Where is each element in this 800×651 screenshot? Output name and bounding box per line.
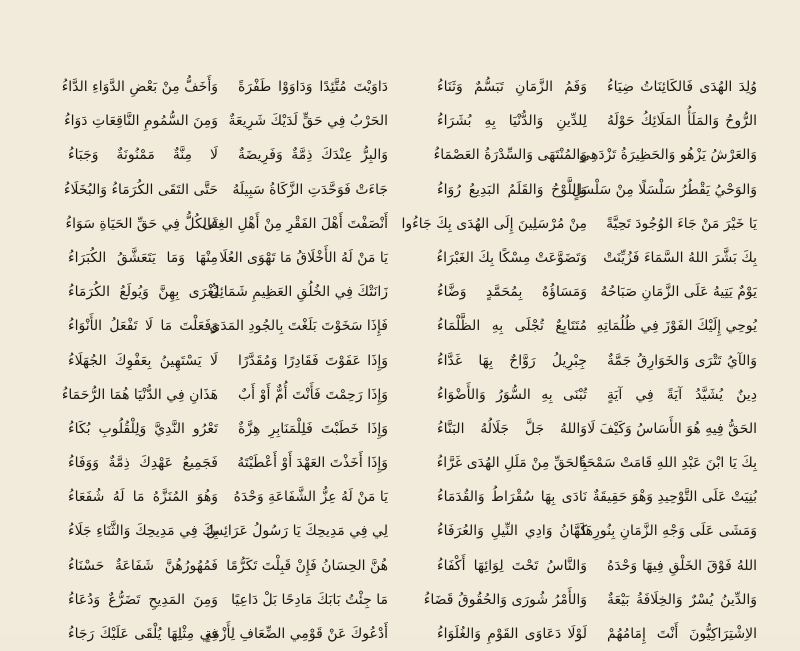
hemistich: دِينٌ يُشَيَّدُ آيَةً فِي آيَةٍ: [607, 386, 757, 403]
hemistich: فَإِذَا سَخَوْتَ بَلَغْتَ بِالجُودِ المَدَى: [209, 318, 388, 335]
hemistich: وَفَمُ الزَّمَانِ تَبَسُّمٌ وَثَنَاءُ: [437, 79, 587, 95]
hemistich: وَمَسَاؤُهُ بِمُحَمَّدٍ وَضَّاءُ: [437, 284, 587, 301]
hemistich: لِلدِّينِ وَالدُّنْيَا بِهِ بُشَرَاءُ: [437, 113, 587, 130]
hemistich: لَوْلَا دَعَاوَى القَوْمِ وَالغُلَوَاءُ: [437, 626, 587, 642]
hemistich: أَدْعُوكَ عَنْ قَوْمِي الضِّعَافِ لِأَزْمَةٍ: [204, 626, 388, 642]
hemistich: فِي مِثْلِهَا يُلْقَى عَلَيْكَ رَجَاءُ: [68, 626, 218, 642]
poem-column-3: [202, 70, 388, 651]
hemistich: وَمِنَ السُّمُومِ النَّاقِعَاتِ دَوَاءُ: [64, 113, 218, 130]
hemistich: بِكَ يَا ابْنَ عَبْدِ اللهِ قَامَتْ سَمْحَةٌ: [579, 455, 757, 472]
hemistich: يَا مَنْ لَهُ عِزُّ الشَّفَاعَةِ وَحْدَهُ: [233, 489, 388, 506]
hemistich: وَفَعَلْتَ مَا لَا تَفْعَلُ الأَنْوَاءُ: [68, 318, 218, 335]
hemistich: جَاءَتْ فَوَحَّدَتِ الزَّكَاةُ سَبِيلَهُ: [232, 181, 388, 198]
hemistich: الاِشْتِرَاكِيُّونَ أَنْتَ إِمَامُهُمْ: [607, 626, 757, 642]
hemistich: هَذَانِ فِي الدُّنْيَا هُمَا الرُّحَمَاءُ: [61, 386, 218, 403]
hemistich: تَعْرُو النَّدِيَّ وَلِلْقُلُوبِ بُكَاءُ: [68, 420, 218, 437]
hemistich: وَالنَّاسُ تَحْتَ لِوَائِهَا أَكْفَاءُ: [437, 557, 587, 574]
hemistich: وَاللَّوْحُ وَالقَلَمُ البَدِيعُ رُوَاءُ: [437, 181, 587, 198]
hemistich: يَا خَيْرَ مَنْ جَاءَ الوُجُودَ تَحِيَّةً: [606, 215, 757, 232]
hemistich: الحَرْبُ فِي حَقٍّ لَدَيْكَ شَرِيعَةٌ: [228, 113, 388, 130]
hemistich: وَمَشَى عَلَى وَجْهِ الزَّمَانِ بِنُورِهَا: [581, 523, 757, 540]
hemistich: وَهُوَ المُنَزَّهُ مَا لَهُ شُفَعَاءُ: [68, 489, 218, 506]
hemistich: لَا يَسْتَهِينُ بِعَفْوِكَ الجُهَلَاءُ: [68, 352, 218, 369]
hemistich: بِكَ بَشَّرَ اللهُ السَّمَاءَ فَزُيِّنَتْ: [603, 249, 757, 266]
hemistich: مُتَتَابِعٌ تُجْلَى بِهِ الظَّلْمَاءُ: [437, 318, 587, 335]
hemistich: الرُّوحُ وَالمَلَأُ المَلَائِكُ حَوْلَهُ: [607, 113, 757, 130]
hemistich: وَالمُنْتَهَى وَالسِّدْرَةُ العَصْمَاءُ: [433, 147, 587, 164]
hemistich: هُنَّ الحِسَانُ فَإِنْ قَبِلْتَ تَكَرُّمًا: [226, 557, 388, 574]
hemistich: تُبْنَى بِهِ السُّوَرُ وَالأَضْوَاءُ: [437, 386, 587, 403]
hemistich: وَمِنَ المَدِيحِ تَضَرُّعٌ وَدُعَاءُ: [68, 591, 218, 608]
hemistich: حَتَّى التَقَى الكُرَمَاءُ وَالبُخَلَاءُ: [63, 181, 218, 198]
hemistich: وَإِذَا رَحِمْتَ فَأَنْتَ أُمٌّ أَوْ أَبٌ: [238, 386, 388, 403]
hemistich: مِنْ مُرْسَلِينَ إِلَى الهُدَى بِكَ جَاءُوا: [401, 215, 587, 232]
hemistich: وَأَخَفُّ مِنْ بَعْضِ الدَّوَاءِ الدَّاءُ: [61, 79, 218, 95]
hemistich: وَإِذَا خَطَبْتَ فَلِلْمَنَابِرِ هِزَّةٌ: [238, 420, 388, 437]
hemistich: فَمُهُورُهُنَّ شَفَاعَةٌ حَسْنَاءُ: [68, 557, 218, 574]
hemistich: يُوحِي إِلَيْكَ الفَوْزَ فِي ظُلُمَاتِهِ: [596, 318, 757, 335]
hemistich: وَإِذَا عَفَوْتَ فَقَادِرًا وَمُقَدَّرًا: [238, 352, 388, 369]
hemistich: وَتَضَوَّعَتْ مِسْكًا بِكَ الغَبْرَاءُ: [436, 249, 587, 266]
hemistich: مِنْهَا وَمَا يَتَعَشَّقُ الكُبَرَاءُ: [68, 249, 218, 266]
hemistich: يَوْمٌ يَتِيهُ عَلَى الزَّمَانِ صَبَاحُهُ: [600, 284, 757, 301]
hemistich: دَاوَيْتَ مُتَّئِدًا وَدَاوَوْا طَفْرَةً: [238, 79, 388, 95]
hemistich: وَالبِرُّ عِنْدَكَ ذِمَّةٌ وَفَرِيضَةٌ: [238, 147, 388, 164]
hemistich: زَانَتْكَ فِي الخُلُقِ العَظِيمِ شَمَائِلٌ: [209, 284, 388, 301]
hemistich: بِالحَقِّ مِنْ مَلَلِ الهُدَى غَرَّاءُ: [436, 455, 587, 472]
hemistich: وَالدِّينُ يُسْرٌ وَالخِلَافَةُ بَيْعَةٌ: [607, 591, 757, 608]
hemistich: جِبْرِيلُ رَوَّاحٌ بِهَا غَدَّاءُ: [437, 352, 587, 369]
hemistich: الحَقُّ فِيهِ هُوَ الأَسَاسُ وَكَيْفَ لَا: [587, 420, 757, 437]
hemistich: وَالوَحْيُ يَقْطُرُ سَلْسَلًا مِنْ سَلْسَلٍ: [571, 181, 757, 198]
poem-column-1: [571, 70, 757, 651]
hemistich: فَجَمِيعُ عَهْدِكَ ذِمَّةٌ وَوَفَاءُ: [68, 455, 218, 472]
hemistich: وَالآيُ تَتْرَى وَالخَوَارِقُ جَمَّةٌ: [607, 352, 757, 369]
hemistich: لَا مِنَّةٌ مَمْنُونَةٌ وَجَبَاءُ: [68, 147, 218, 164]
poem-column-2: [401, 70, 587, 651]
hemistich: وَالعَرْشُ يَزْهُو وَالحَظِيرَةُ تَزْدَهِي: [579, 147, 757, 164]
hemistich: لِي فِي مَدِيحِكَ يَا رَسُولُ عَرَائِسٌ: [206, 523, 388, 540]
hemistich: بُنِيَتْ عَلَى التَّوْحِيدِ وَهْوَ حَقِيقَةٌ: [592, 489, 757, 506]
hemistich: اللهُ فَوْقَ الخَلْقِ فِيهَا وَحْدَهُ: [607, 557, 757, 574]
hemistich: وَالأَمْرُ شُورَى وَالحُقُوقُ قَضَاءُ: [423, 591, 587, 608]
hemistich: كَهَّانُ وَادِي النِّيلِ وَالعُرَفَاءُ: [437, 523, 587, 540]
hemistich: وَإِذَا أَخَذْتَ العَهْدَ أَوْ أَعْطَيْتَهُ: [237, 455, 388, 472]
hemistich: وُلِدَ الهُدَى فَالكَائِنَاتُ ضِيَاءُ: [607, 79, 757, 95]
hemistich: أَنْصَفْتَ أَهْلَ الفَقْرِ مِنْ أَهْلِ الغِنَى: [202, 215, 388, 232]
hemistich: فَالكُلُّ فِي حَقِّ الحَيَاةِ سَوَاءُ: [65, 215, 218, 232]
hemistich: يُغْرَى بِهِنَّ وَيُولَعُ الكُرَمَاءُ: [68, 284, 218, 301]
hemistich: مَا جِئْتُ بَابَكَ مَادِحًا بَلْ دَاعِيًا: [231, 591, 388, 608]
hemistich: بِكَ فِي مَدِيحِكَ وَالثَّنَاءِ جَلَاءُ: [68, 523, 218, 540]
hemistich: يَا مَنْ لَهُ الأَخْلَاقُ مَا تَهْوَى العُلَا: [219, 249, 388, 266]
poem-column-4: [61, 70, 218, 651]
hemistich: وَاللهُ جَلَّ جَلَالُهُ البَنَّاءُ: [437, 420, 587, 437]
hemistich: نَادَى بِهَا سُقْرَاطُ وَالقُدَمَاءُ: [437, 489, 587, 506]
